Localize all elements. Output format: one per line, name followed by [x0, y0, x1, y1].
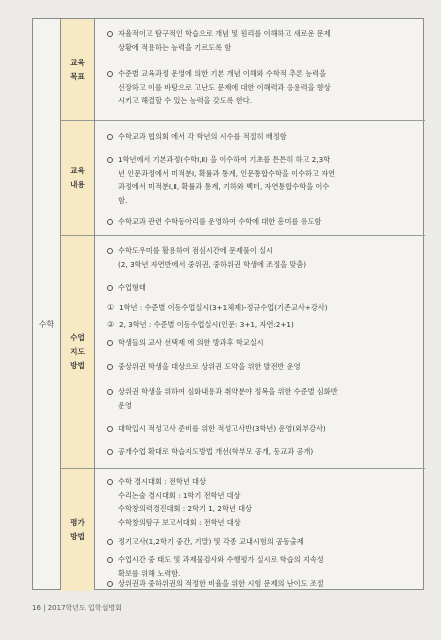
number-marker: ② — [107, 320, 115, 329]
item-text: 학생들의 교사 선택제 에 의한 방과후 학교실시 — [118, 338, 264, 347]
item-text: 1학년에서 기본과정(수학Ⅰ,Ⅱ) 을 이수하여 기초를 튼튼히 하고 2,3학 년 인문과정에서 미적분Ⅰ, 확률과 통계, 인문통합수학을 이수하고 자연 과정에서 미적분Ⅰ,Ⅱ, 확률과 통계, 기하와 벡터, 자연통합수학을 이수 함. — [118, 155, 336, 205]
category-goals-label: 교육 목표 — [70, 57, 85, 81]
item-text: 수학교과 협의회 에서 각 학년의 시수를 적절히 배정함 — [118, 132, 287, 141]
item-text: 수학도우미를 활용하여 점심시간에 문제풀이 실시 (2, 3학년 자연반에서 중위권, 중하위권 학생에 조정을 맞춤) — [118, 246, 307, 269]
circle-bullet-icon — [107, 449, 113, 455]
list-item — [107, 535, 417, 549]
circle-bullet-icon — [107, 340, 113, 346]
methods-section — [95, 236, 425, 469]
numbered-item — [107, 301, 417, 315]
subject-label: 수학 — [38, 320, 55, 329]
list-item — [107, 130, 417, 144]
number-marker: ① — [107, 303, 115, 312]
content-column — [95, 19, 425, 589]
circle-bullet-icon — [107, 285, 113, 291]
list-item — [107, 445, 417, 459]
subject-column — [33, 19, 61, 589]
category-content-label: 교육 내용 — [70, 166, 85, 189]
list-item — [107, 385, 417, 412]
list-item — [107, 475, 417, 529]
item-text: 수학 경시대회 : 전학년 대상 수리논술 경시대회 : 1학기 전학년 대상 수학창의력경진대회 : 2학기 1, 2학년 대상 수학창의탐구 보고서대회 : 전학년 대상 — [118, 477, 252, 527]
item-text: 공개수업 확대로 학습지도방법 개선(학부모 공개, 동교과 공개) — [118, 447, 314, 456]
list-item — [107, 215, 417, 229]
circle-bullet-icon — [107, 581, 113, 587]
list-item — [107, 553, 417, 580]
category-methods-label: 수업 지도 방법 — [70, 333, 85, 370]
curriculum-table — [32, 18, 424, 590]
circle-bullet-icon — [107, 364, 113, 370]
list-item — [107, 422, 417, 436]
category-methods-cell — [61, 236, 94, 469]
circle-bullet-icon — [107, 248, 113, 254]
list-item — [107, 577, 417, 591]
list-item — [107, 67, 417, 108]
item-text: 대학입시 적성고사 준비를 위한 적성고사반(3학년) 운영(외부강사) — [118, 424, 326, 433]
list-item — [107, 244, 417, 271]
circle-bullet-icon — [107, 389, 113, 395]
item-text: 수업형태 — [118, 283, 146, 292]
list-item — [107, 153, 417, 207]
list-item — [107, 336, 417, 350]
item-text: 상위권과 중하위권의 적정한 비율을 위한 시험 문제의 난이도 조절 — [118, 579, 324, 588]
circle-bullet-icon — [107, 157, 113, 163]
list-item — [107, 27, 417, 54]
category-column — [61, 19, 95, 589]
circle-bullet-icon — [107, 71, 113, 77]
circle-bullet-icon — [107, 479, 113, 485]
numbered-item — [107, 318, 417, 332]
list-item — [107, 281, 417, 295]
item-text: 정기고사(1,2학기 중간, 기말) 및 각종 교내시험의 공동출제 — [118, 537, 304, 546]
item-text: 자율적이고 탐구적인 학습으로 개념 및 원리를 이해하고 새로운 문제 상황에 적용하는 능력을 기르도록 함 — [118, 29, 331, 52]
content-section — [95, 121, 425, 236]
page-footer: 16 | 2017학년도 입학설명회 — [32, 604, 122, 612]
circle-bullet-icon — [107, 539, 113, 545]
evaluation-section — [95, 469, 425, 591]
circle-bullet-icon — [107, 426, 113, 432]
item-text: 수업시간 중 태도 및 과제물검사와 수행평가 실시로 학습의 지속성 확보를 위해 노력함. — [118, 555, 324, 578]
item-text: 수준별 교육과정 운영에 의한 기본 개념 이해와 수학적 추론 능력을 신장하고 이를 바탕으로 고난도 문제에 대한 이해력과 응용력을 향상 시키고 해결할 수 있는 능력을 갖도록 한다. — [118, 69, 331, 105]
circle-bullet-icon — [107, 134, 113, 140]
list-item — [107, 360, 417, 374]
circle-bullet-icon — [107, 219, 113, 225]
circle-bullet-icon — [107, 31, 113, 37]
item-text: 수학교과 관련 수학동아리를 운영하여 수학에 대한 흥미를 유도함 — [118, 217, 322, 226]
category-evaluation-label: 평가 방법 — [70, 518, 85, 541]
category-goals-cell — [61, 19, 94, 121]
category-evaluation-cell — [61, 469, 94, 591]
category-content-cell — [61, 121, 94, 236]
item-text: 중상위권 학생을 대상으로 상위권 도약을 위한 발전반 운영 — [118, 362, 301, 371]
circle-bullet-icon — [107, 557, 113, 563]
goals-section — [95, 19, 425, 121]
item-text: 상위권 학생을 위하여 심화내용과 취약분야 정복을 위한 수준별 심화반 운영 — [118, 387, 338, 410]
item-text: 2, 3학년 : 수준별 이동수업실시(인문: 3+1, 자연:2+1) — [119, 320, 294, 329]
item-text: 1학년 : 수준별 이동수업실시(3+1체제)-정규수업(기존교사+강사) — [119, 303, 328, 312]
